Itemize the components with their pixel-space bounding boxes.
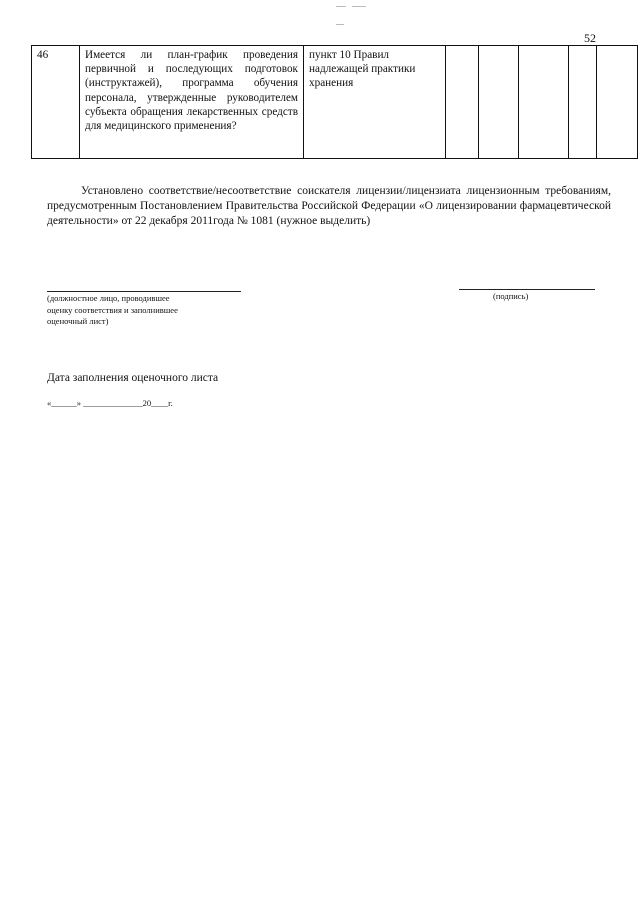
reference-cell: пункт 10 Правил надлежащей практики хранения bbox=[304, 46, 446, 159]
page-number: 52 bbox=[584, 31, 596, 45]
scan-mark bbox=[336, 6, 384, 8]
conclusion-paragraph: Установлено соответствие/несоответствие соискателя лицензии/лицензиата лицензионным требованиям, предусмотренным Постановлением Правительства Российской Федерации «О лицензировании фармацевтической деятельности» от 22 декабря 2011года № 1081 (нужное выделить) bbox=[47, 185, 611, 228]
signature-line bbox=[459, 289, 595, 290]
table-row bbox=[32, 46, 638, 159]
row-number-cell: 46 bbox=[32, 46, 80, 159]
empty-cell bbox=[479, 46, 519, 159]
empty-cell bbox=[569, 46, 597, 159]
empty-cell bbox=[446, 46, 479, 159]
official-signature-line bbox=[47, 291, 241, 292]
checklist-table bbox=[31, 45, 638, 159]
date-label: Дата заполнения оценочного листа bbox=[47, 372, 219, 384]
empty-cell bbox=[597, 46, 638, 159]
empty-cell bbox=[519, 46, 569, 159]
signature-caption: (подпись) bbox=[493, 291, 529, 301]
date-blank-field: «______» ______________20____г. bbox=[47, 398, 173, 408]
question-cell: Имеется ли план-график проведения первичной и последующих подготовок (инструктажей), программа обучения персонала, утвержденные руководителем субъекта обращения лекарственных средств для медицинского применения? bbox=[80, 46, 304, 159]
official-caption: (должностное лицо, проводившее оценку соответствия и заполнившее оценочный лист) bbox=[47, 293, 178, 326]
